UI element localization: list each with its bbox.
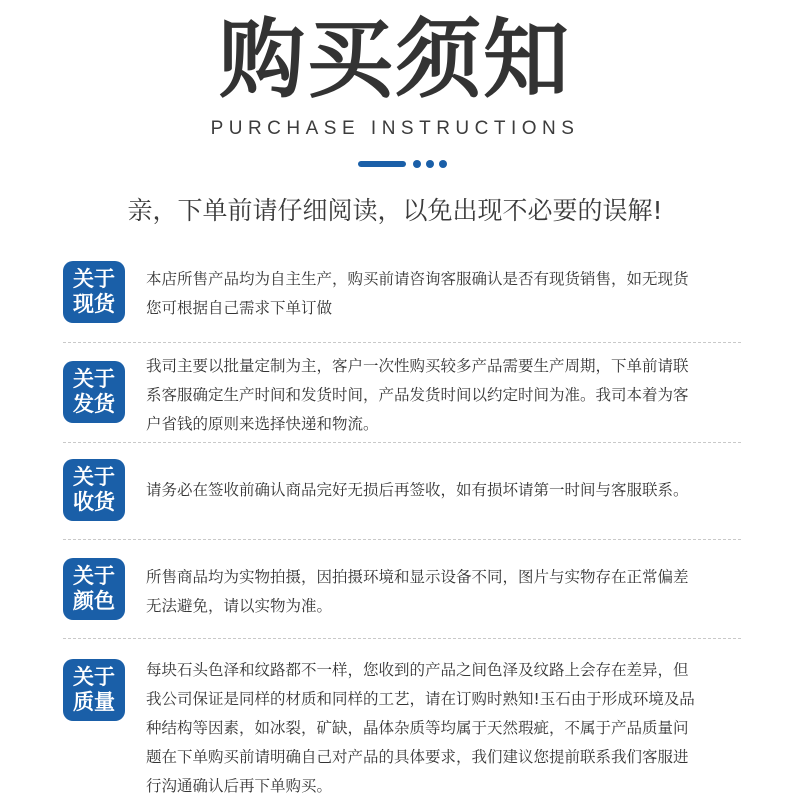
decorative-dot	[426, 160, 434, 168]
section-divider	[63, 539, 741, 540]
section-divider	[63, 638, 741, 639]
section-text-quality: 每块石头色泽和纹路都不一样，您收到的产品之间色泽及纹路上会存在差异，但 我公司保证是同样的材质和同样的工艺，请在订购时熟知!玉石由于形成环境及品 种结构等因素，如冰裂，矿缺，晶体杂质等均属于天然瑕疵，不属于产品质量问 题在下单购买前请明确自己对产品的具体要求，我们建议您提前联系我们客服进 行沟通确认后再下单购买。	[146, 661, 695, 795]
badge-label-top: 关于	[73, 665, 115, 689]
section-text-stock: 本店所售产品均为自主生产，购买前请咨询客服确认是否有现货销售，如无现货 您可根据自己需求下单订做	[146, 270, 689, 317]
reading-notice: 亲，下单前请仔细阅读，以免出现不必要的误解!	[127, 196, 663, 225]
decorative-dot	[413, 160, 421, 168]
section-badge-color	[63, 558, 125, 620]
badge-label-top: 关于	[73, 367, 115, 391]
section-badge-stock	[63, 261, 125, 323]
badge-label-top: 关于	[73, 564, 115, 588]
badge-label-bottom: 收货	[73, 490, 115, 514]
badge-label-bottom: 质量	[73, 690, 115, 714]
section-badge-quality	[63, 659, 125, 721]
page-subtitle: PURCHASE INSTRUCTIONS	[210, 118, 580, 139]
section-text-receiving: 请务必在签收前确认商品完好无损后再签收，如有损坏请第一时间与客服联系。	[146, 481, 689, 499]
badge-label-bottom: 发货	[73, 392, 115, 416]
section-divider	[63, 342, 741, 343]
section-badge-receiving	[63, 459, 125, 521]
badge-label-top: 关于	[73, 267, 115, 291]
badge-label-bottom: 现货	[73, 292, 115, 316]
section-divider	[63, 442, 741, 443]
decorative-divider	[358, 159, 448, 169]
section-text-color: 所售商品均为实物拍摄，因拍摄环境和显示设备不同，图片与实物存在正常偏差 无法避免，请以实物为准。	[146, 568, 689, 615]
section-text-shipping: 我司主要以批量定制为主，客户一次性购买较多产品需要生产周期，下单前请联 系客服确定生产时间和发货时间，产品发货时间以约定时间为准。我司本着为客 户省钱的原则来选择快递和物流。	[146, 357, 689, 433]
section-badge-shipping	[63, 361, 125, 423]
badge-label-bottom: 颜色	[73, 589, 115, 613]
badge-label-top: 关于	[73, 465, 115, 489]
decorative-bar	[358, 161, 406, 167]
page-title: 购买须知	[219, 10, 571, 110]
decorative-dot	[439, 160, 447, 168]
